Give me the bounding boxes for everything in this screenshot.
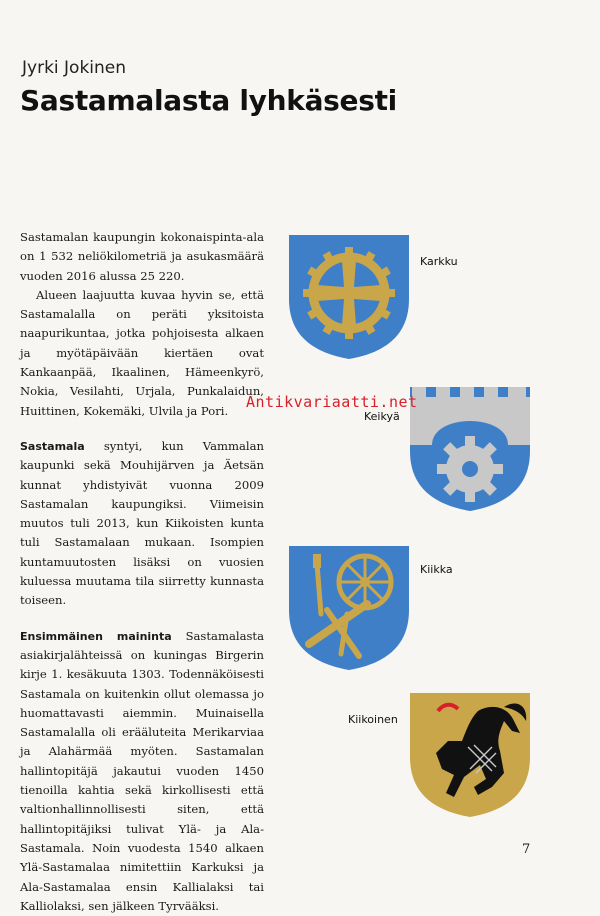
karkku-crest-icon — [287, 233, 411, 361]
watermark-text: Antikvariaatti.net — [246, 393, 418, 411]
paragraph-4-text: Sastamalasta asiakirjalähteissä on kuningas Birgerin kirje 1. kesäkuuta 1303. Todennäköisesti Sastamala on kuitenkin ollut olemassa jo huomattavasti aiemmin. Muinaisella Sastamalalla oli erääluteita Merikarviaa ja Alahärmää myöten. Sastamalan hallintopitäjä jakautui vuoden 1450 tienoilla kahtia sekä kirkollisesti että valtionhallinnollisesti siten, että hallintopitäjiksi tulivat Ylä- ja Ala-Sastamala. Noin vuodesta 1540 alkaen Ylä-Sastamalaa nimitettiin Karkuksi ja Ala-Sastamalaa ensin Kallialaksi tai Kalliolaksi, sen jälkeen Tyrvääksi. — [20, 628, 264, 913]
keikya-label: Keikyä — [364, 410, 400, 423]
author-name: Jyrki Jokinen — [22, 58, 127, 78]
kiikoinen-crest-icon — [408, 691, 532, 819]
page-title: Sastamalasta lyhkäsesti — [20, 84, 397, 117]
keikya-crest-icon — [408, 385, 532, 513]
kiikka-label: Kiikka — [420, 563, 453, 576]
paragraph-2: Alueen laajuutta kuvaa hyvin se, että Sastamalalla on peräti yksitoista naapurikuntaa, jotka pohjoisesta alkaen ja myötäpäivään kiertäen ovat Kankaanpää, Ikaalinen, Hämeenkyrö, Nokia, Vesilahti, Urjala, Punkalaidun, Huittinen, Kokemäki, Ulvila ja Pori. — [20, 287, 264, 418]
paragraph-3 — [20, 437, 264, 611]
paragraph-4 — [20, 627, 264, 916]
kiikoinen-label: Kiikoinen — [348, 713, 398, 726]
paragraph-4-lead: Ensimmäinen maininta — [20, 629, 172, 643]
kiikka-crest-icon — [287, 544, 411, 672]
paragraph-1: Sastamalan kaupungin kokonaispinta-ala on 1 532 neliökilometriä ja asukasmäärä vuoden 2016 alussa 25 220. — [20, 230, 264, 283]
paragraph-3-lead: Sastamala — [20, 439, 85, 453]
paragraph-3-text: syntyi, kun Vammalan kaupunki sekä Mouhijärven ja Äetsän kunnat yhdistyivät vuonna 2009 Sastamalan kaupungiksi. Viimeisin muutos tuli 2013, kun Kiikoisten kunta tuli Sastamalaan mukaan. Isompien kuntamuutosten lisäksi on vuosien kuluessa muutama tila siirretty kunnasta toiseen. — [20, 438, 264, 608]
article-body — [20, 228, 264, 916]
karkku-label: Karkku — [420, 255, 458, 268]
page-number: 7 — [522, 842, 531, 857]
